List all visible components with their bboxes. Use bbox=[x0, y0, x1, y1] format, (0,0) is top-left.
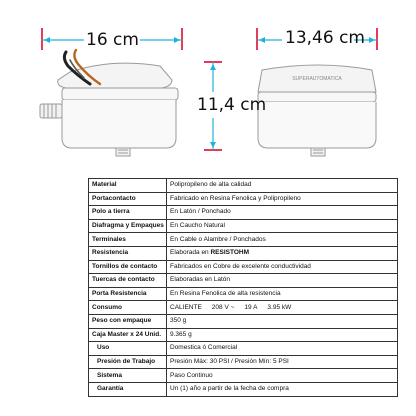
consumption-value: 208 V ~ bbox=[211, 303, 235, 311]
width-label-right: 13,46 cm bbox=[285, 28, 365, 48]
width-label-left: 16 cm bbox=[86, 30, 139, 50]
spec-row bbox=[89, 233, 398, 247]
spec-value bbox=[167, 219, 398, 233]
spec-value-bold: RESISTOHM bbox=[210, 249, 250, 257]
spec-row bbox=[89, 301, 398, 315]
spec-row bbox=[89, 206, 398, 220]
spec-label: Diafragma y Empaques bbox=[89, 219, 167, 233]
spec-value bbox=[167, 246, 398, 260]
spec-row bbox=[89, 219, 398, 233]
spec-value-text: Paso Continuo bbox=[170, 371, 213, 379]
spec-value-text: Elaborada en bbox=[170, 249, 209, 257]
spec-label: Presión de Trabajo bbox=[89, 355, 167, 369]
spec-value-text: En Resina Fenolica de alta resistencia bbox=[170, 290, 281, 298]
spec-label: Porta Resistencia bbox=[89, 287, 167, 301]
spec-label: Uso bbox=[89, 342, 167, 356]
spec-row bbox=[89, 179, 398, 193]
spec-row bbox=[89, 246, 398, 260]
spec-value bbox=[167, 314, 398, 328]
spec-value bbox=[167, 260, 398, 274]
spec-value-text: En Latón / Ponchado bbox=[170, 208, 231, 216]
product-drawings bbox=[0, 0, 416, 170]
spec-value-text: Fabricados en Cobre de excelente conductividad bbox=[170, 262, 311, 270]
spec-label: Portacontacto bbox=[89, 192, 167, 206]
spec-label: Tornillos de contacto bbox=[89, 260, 167, 274]
spec-value bbox=[167, 328, 398, 342]
spec-label: Polo a tierra bbox=[89, 206, 167, 220]
specs-table bbox=[88, 178, 398, 397]
spec-value bbox=[167, 274, 398, 288]
spec-value-text: Presión Máx: 30 PSI / Presión Mín: 5 PSI bbox=[170, 358, 289, 366]
spec-row bbox=[89, 260, 398, 274]
spec-value-text: Polipropileno de alta calidad bbox=[170, 181, 252, 189]
spec-value-text: 9.365 g bbox=[170, 330, 192, 338]
spec-label: Resistencia bbox=[89, 246, 167, 260]
spec-label: Caja Master x 24 Unid. bbox=[89, 328, 167, 342]
spec-row bbox=[89, 355, 398, 369]
brand-label: SUPERAUTOMATICA bbox=[292, 76, 342, 82]
spec-value-text: En Caucho Natural bbox=[170, 222, 225, 230]
consumption-value: CALIENTE bbox=[170, 303, 202, 311]
spec-value-text: Elaboradas en Latón bbox=[170, 276, 230, 284]
consumption-value: 3.95 kW bbox=[267, 303, 292, 311]
spec-value-text: 350 g bbox=[170, 317, 187, 325]
spec-value bbox=[167, 342, 398, 356]
spec-value bbox=[167, 206, 398, 220]
spec-value bbox=[167, 287, 398, 301]
spec-row bbox=[89, 274, 398, 288]
spec-label: Terminales bbox=[89, 233, 167, 247]
spec-row bbox=[89, 382, 398, 396]
spec-row bbox=[89, 369, 398, 383]
spec-label: Sistema bbox=[89, 369, 167, 383]
spec-value-text: Un (1) año a partir de la fecha de compra bbox=[170, 385, 289, 393]
spec-value bbox=[167, 382, 398, 396]
spec-row bbox=[89, 314, 398, 328]
spec-row bbox=[89, 342, 398, 356]
spec-value bbox=[167, 355, 398, 369]
spec-value-text: En Cable o Alambre / Ponchados bbox=[170, 235, 266, 243]
device-side-view-left bbox=[40, 63, 178, 156]
spec-value-text: Fabricado en Resina Fenolica y Polipropileno bbox=[170, 194, 301, 202]
height-label: 11,4 cm bbox=[197, 95, 267, 115]
spec-label: Peso con empaque bbox=[89, 314, 167, 328]
spec-row bbox=[89, 192, 398, 206]
spec-value bbox=[167, 301, 398, 315]
spec-value bbox=[167, 233, 398, 247]
spec-value bbox=[167, 192, 398, 206]
spec-value-text: Domestica ó Comercial bbox=[170, 344, 238, 352]
spec-label: Garantía bbox=[89, 382, 167, 396]
spec-value bbox=[167, 179, 398, 193]
spec-row bbox=[89, 328, 398, 342]
consumption-value: 19 A bbox=[244, 303, 258, 311]
spec-row bbox=[89, 287, 398, 301]
spec-value bbox=[167, 369, 398, 383]
spec-label: Consumo bbox=[89, 301, 167, 315]
spec-label: Material bbox=[89, 179, 167, 193]
spec-label: Tuercas de contacto bbox=[89, 274, 167, 288]
